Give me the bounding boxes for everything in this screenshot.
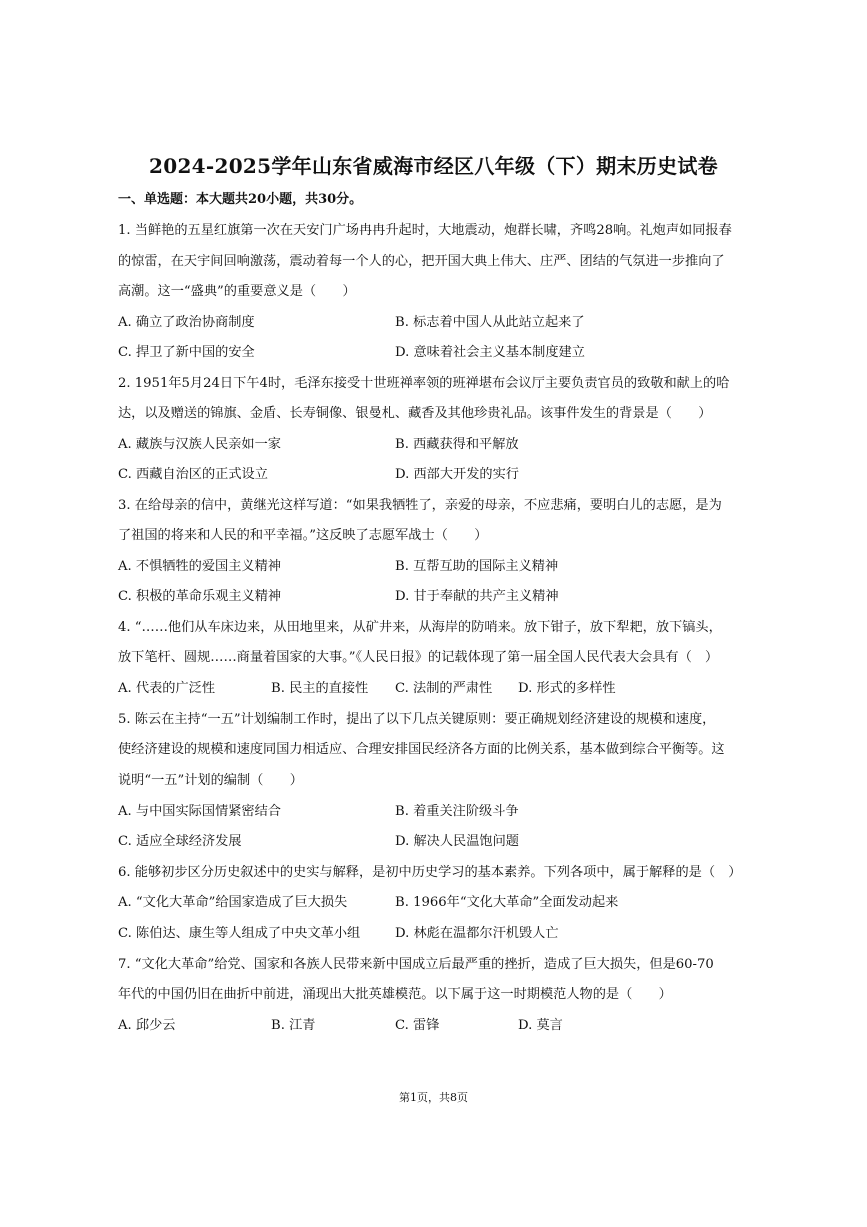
question-4-line-2: 放下笔杆、圆规……商量着国家的大事。”《人民日报》的记载体现了第一届全国人民代表大会具有（ ） <box>118 650 719 665</box>
question-1-option-b: B. 标志着中国人从此站立起来了 <box>395 315 585 330</box>
page-title: 2024-2025学年山东省威海市经区八年级（下）期末历史试卷 <box>149 154 718 178</box>
question-5-line-3: 说明“一五”计划的编制（ ） <box>118 773 303 788</box>
question-2-line-2: 达，以及赠送的锦旗、金盾、长寿铜像、银曼札、藏香及其他珍贵礼品。该事件发生的背景是（ ） <box>118 406 712 421</box>
page-footer: 第1页，共8页 <box>399 1091 468 1104</box>
question-4-option-d: D. 形式的多样性 <box>518 681 616 696</box>
question-2-option-b: B. 西藏获得和平解放 <box>395 437 519 452</box>
question-5-line-2: 使经济建设的规模和速度同国力相适应、合理安排国民经济各方面的比例关系，基本做到综合平衡等。这 <box>118 742 725 757</box>
question-1-option-c: C. 捍卫了新中国的安全 <box>118 345 255 360</box>
question-1-option-d: D. 意味着社会主义基本制度建立 <box>395 345 585 360</box>
question-3-option-d: D. 甘于奉献的共产主义精神 <box>395 589 559 604</box>
question-3-option-c: C. 积极的革命乐观主义精神 <box>118 589 282 604</box>
question-7-line-1: 7. “文化大革命”给党、国家和各族人民带来新中国成立后最严重的挫折，造成了巨大损失，但是60-70 <box>118 957 714 972</box>
question-6-line-1: 6. 能够初步区分历史叙述中的史实与解释，是初中历史学习的基本素养。下列各项中，属于解释的是（ ） <box>118 865 742 880</box>
section-heading: 一、单选题：本大题共20小题，共30分。 <box>118 192 363 207</box>
question-1-line-1: 1. 当鲜艳的五星红旗第一次在天安门广场冉冉升起时，大地震动，炮群长啸，齐鸣28响。礼炮声如同报春 <box>118 223 732 238</box>
question-3-line-2: 了祖国的将来和人民的和平幸福。”这反映了志愿军战士（ ） <box>118 528 488 543</box>
question-7-option-a: A. 邱少云 <box>118 1018 176 1033</box>
question-5-option-b: B. 着重关注阶级斗争 <box>395 804 519 819</box>
question-1-line-3: 高潮。这一“盛典”的重要意义是（ ） <box>118 284 356 299</box>
question-5-option-d: D. 解决人民温饱问题 <box>395 834 519 849</box>
question-1-option-a: A. 确立了政治协商制度 <box>118 315 255 330</box>
question-4-option-a: A. 代表的广泛性 <box>118 681 216 696</box>
question-4-line-1: 4. “……他们从车床边来，从田地里来，从矿井来，从海岸的防哨来。放下钳子，放下犁耙，放下镐头， <box>118 620 722 635</box>
question-2-option-c: C. 西藏自治区的正式设立 <box>118 467 268 482</box>
question-1-line-2: 的惊雷，在天宇间回响激荡，震动着每一个人的心，把开国大典上伟大、庄严、团结的气氛进一步推向了 <box>118 254 725 269</box>
question-5-option-a: A. 与中国实际国情紧密结合 <box>118 804 281 819</box>
question-3-line-1: 3. 在给母亲的信中，黄继光这样写道：“如果我牺牲了，亲爱的母亲，不应悲痛，要明白儿的志愿，是为 <box>118 498 722 513</box>
question-2-option-d: D. 西部大开发的实行 <box>395 467 519 482</box>
question-7-option-d: D. 莫言 <box>518 1018 563 1033</box>
question-6-option-a: A. “文化大革命”给国家造成了巨大损失 <box>118 895 348 910</box>
question-5-option-c: C. 适应全球经济发展 <box>118 834 242 849</box>
question-2-line-1: 2. 1951年5月24日下午4时，毛泽东接受十世班禅率领的班禅堪布会议厅主要负责官员的致敬和献上的哈 <box>118 376 730 391</box>
question-2-option-a: A. 藏族与汉族人民亲如一家 <box>118 437 281 452</box>
question-7-option-c: C. 雷锋 <box>395 1018 440 1033</box>
question-7-line-2: 年代的中国仍旧在曲折中前进，涌现出大批英雄模范。以下属于这一时期模范人物的是（ ） <box>118 987 672 1002</box>
question-3-option-a: A. 不惧牺牲的爱国主义精神 <box>118 559 281 574</box>
question-3-option-b: B. 互帮互助的国际主义精神 <box>395 559 559 574</box>
question-7-option-b: B. 江青 <box>271 1018 316 1033</box>
question-6-option-c: C. 陈伯达、康生等人组成了中央文革小组 <box>118 926 361 941</box>
question-5-line-1: 5. 陈云在主持“一五”计划编制工作时，提出了以下几点关键原则：要正确规划经济建设的规模和速度， <box>118 712 716 727</box>
question-4-option-b: B. 民主的直接性 <box>271 681 369 696</box>
question-6-option-d: D. 林彪在温都尔汗机毁人亡 <box>395 926 559 941</box>
question-4-option-c: C. 法制的严肃性 <box>395 681 493 696</box>
question-6-option-b: B. 1966年“文化大革命”全面发动起来 <box>395 895 619 910</box>
